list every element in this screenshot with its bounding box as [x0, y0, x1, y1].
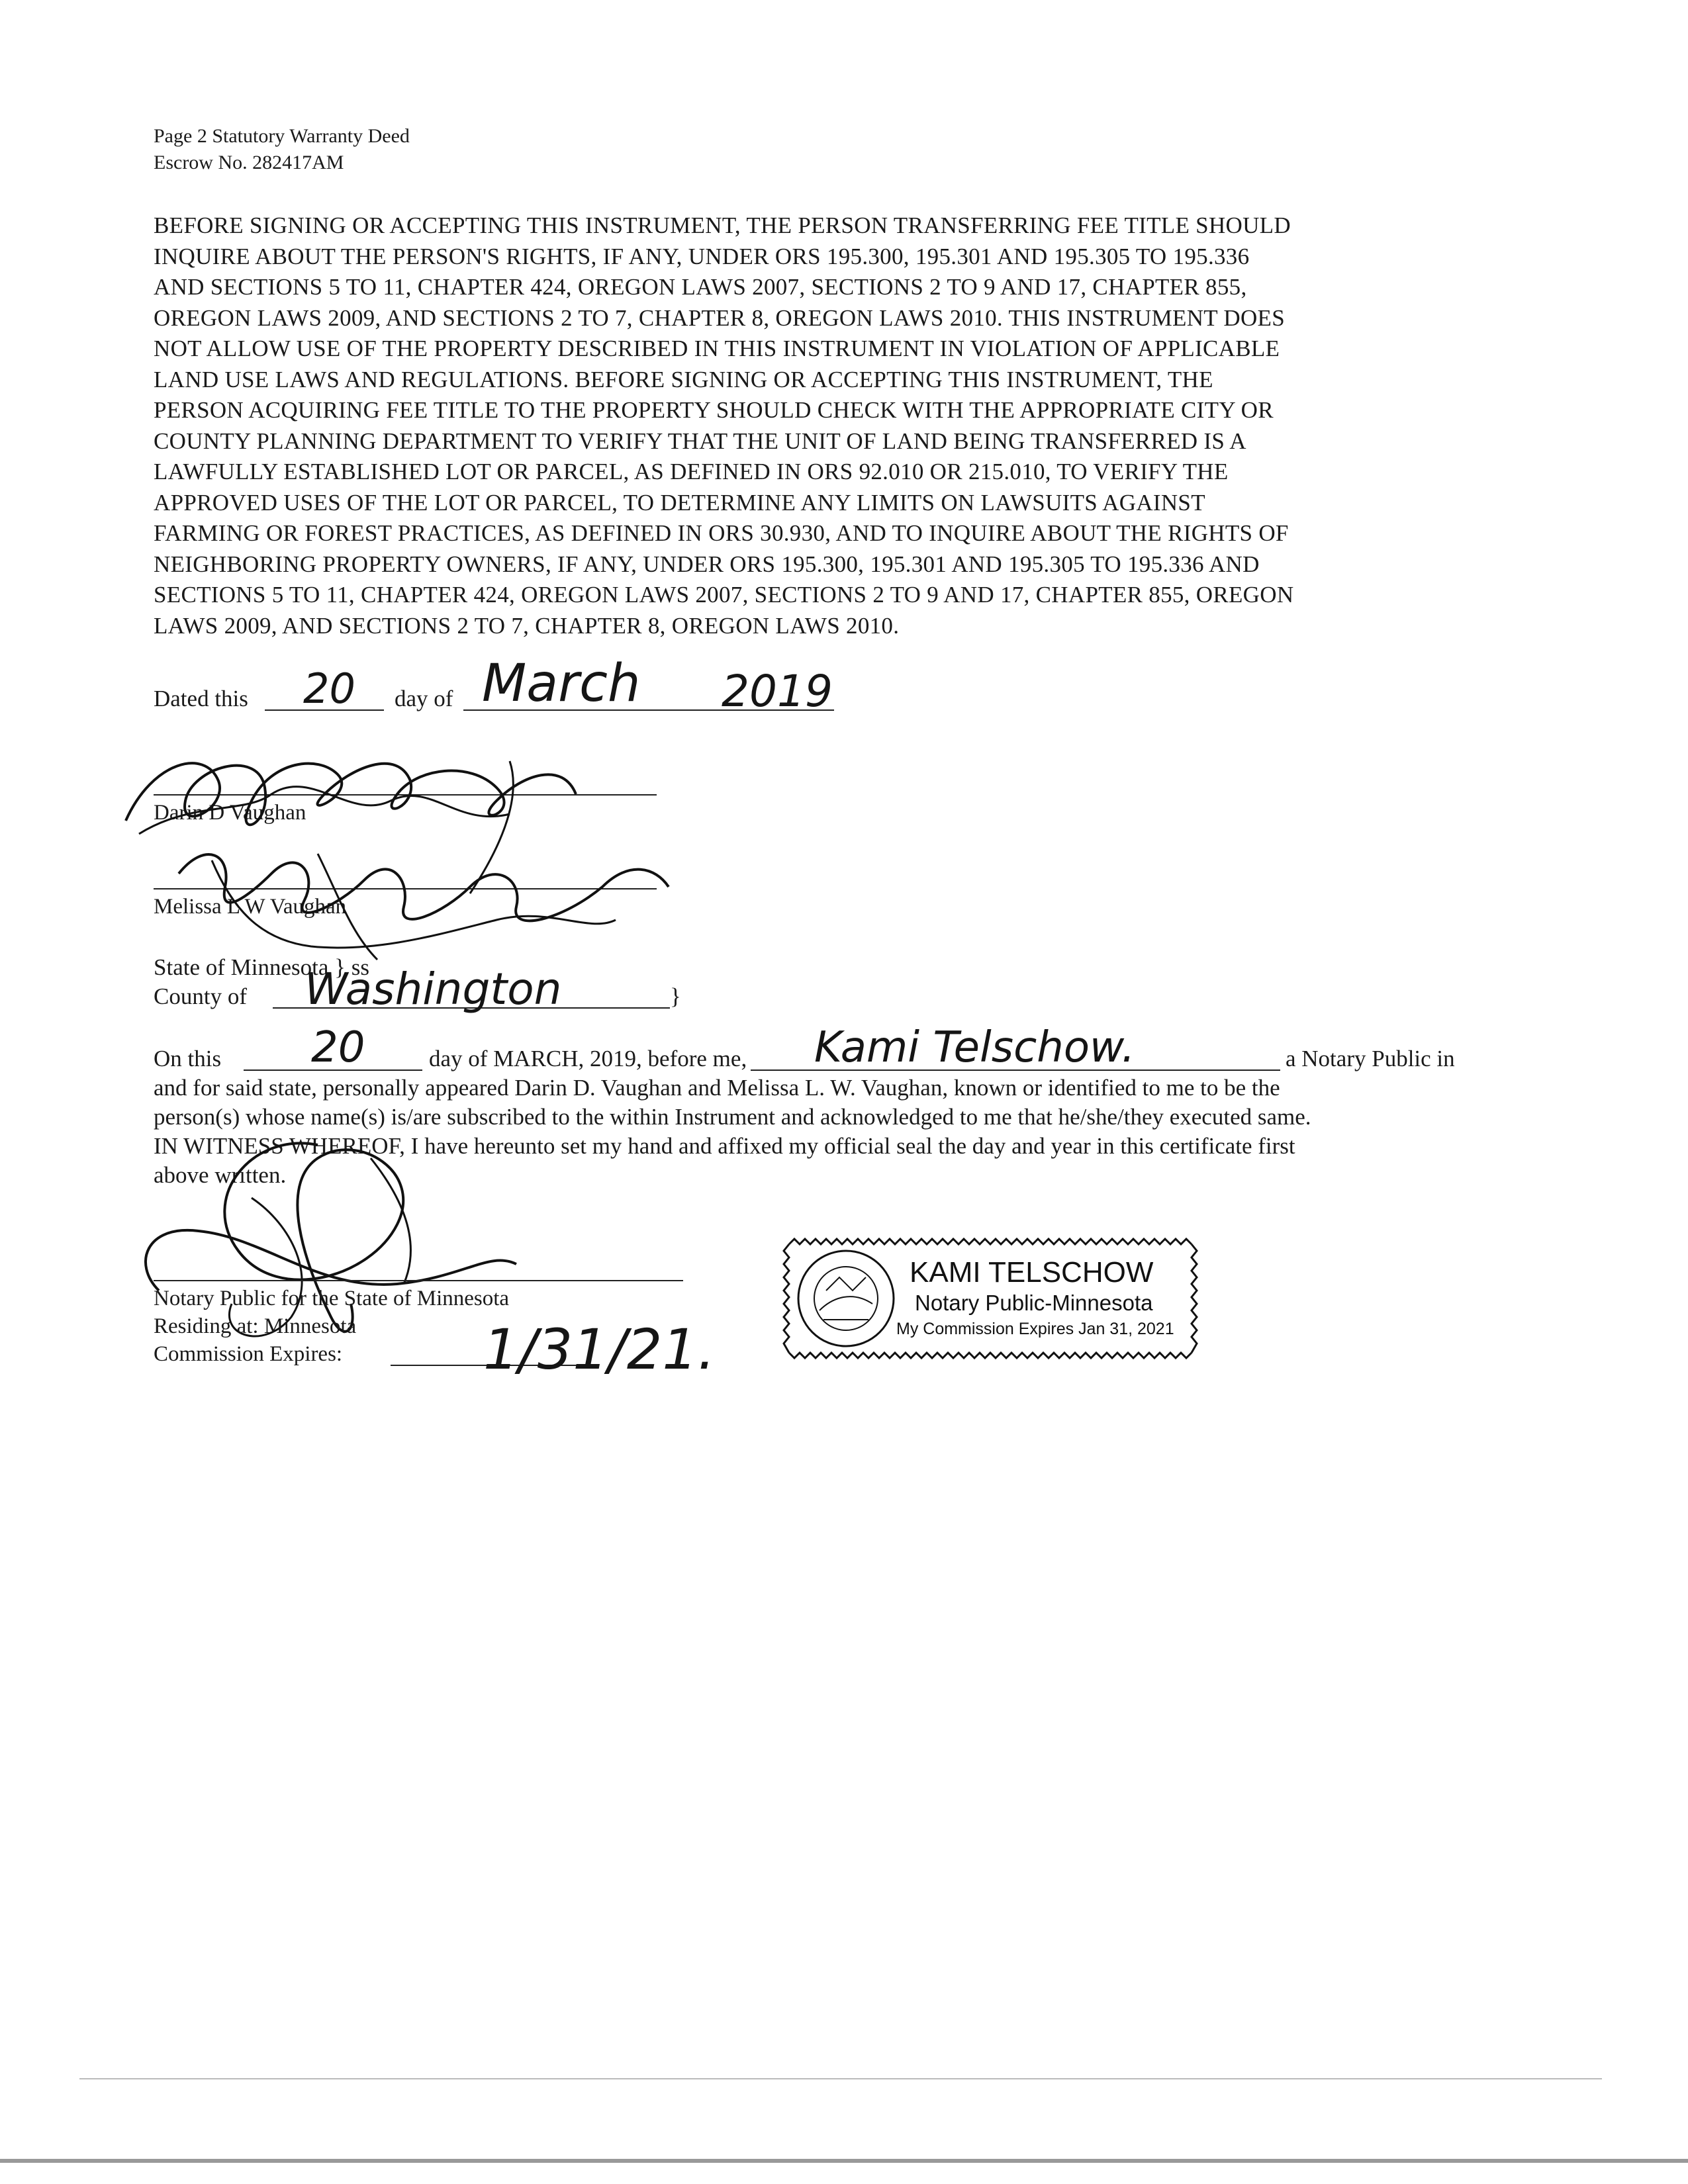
statement-line: AND SECTIONS 5 TO 11, CHAPTER 424, OREGON LAWS 2007, SECTIONS 2 TO 9 AND 17, CHAPTER 855, — [154, 274, 1247, 300]
notary-stamp — [780, 1231, 1203, 1363]
dated-year-handwritten: 2019 — [722, 666, 833, 717]
ack-notary-suffix: a Notary Public in — [1286, 1046, 1455, 1071]
venue-county-handwritten: Washington — [305, 964, 562, 1015]
ack-notary-handwritten: Kami Telschow. — [814, 1023, 1135, 1072]
document-title: Page 2 Statutory Warranty Deed — [154, 125, 410, 147]
escrow-number: Escrow No. 282417AM — [154, 152, 344, 173]
statement-line: LAWS 2009, AND SECTIONS 2 TO 7, CHAPTER 8, OREGON LAWS 2010. — [154, 612, 900, 639]
ack-line-3: person(s) whose name(s) is/are subscribed to the within Instrument and acknowledged to me that he/she/they executed same. — [154, 1104, 1311, 1130]
dated-day-of-label: day of — [395, 686, 453, 711]
statement-line: NEIGHBORING PROPERTY OWNERS, IF ANY, UNDER ORS 195.300, 195.301 AND 195.305 TO 195.336 AND — [154, 551, 1260, 577]
statement-line: FARMING OR FOREST PRACTICES, AS DEFINED IN ORS 30.930, AND TO INQUIRE ABOUT THE RIGHTS OF — [154, 520, 1289, 546]
stamp-expires: My Commission Expires Jan 31, 2021 — [896, 1320, 1174, 1338]
ack-line-5: above written. — [154, 1162, 287, 1188]
ack-date-text: day of MARCH, 2019, before me, — [429, 1046, 747, 1071]
statement-line: LAWFULLY ESTABLISHED LOT OR PARCEL, AS DEFINED IN ORS 92.010 OR 215.010, TO VERIFY THE — [154, 459, 1229, 484]
grantor-signatures — [99, 721, 695, 973]
dated-month-handwritten: March — [482, 654, 641, 713]
ack-on-this: On this — [154, 1046, 222, 1071]
statement-line: OREGON LAWS 2009, AND SECTIONS 2 TO 7, CHAPTER 8, OREGON LAWS 2010. THIS INSTRUMENT DOES — [154, 304, 1285, 331]
statement-line: BEFORE SIGNING OR ACCEPTING THIS INSTRUMENT, THE PERSON TRANSFERRING FEE TITLE SHOULD — [154, 212, 1291, 238]
venue-county-label: County of — [154, 983, 247, 1009]
notary-signature-line — [154, 1280, 683, 1281]
notary-residing: Residing at: Minnesota — [154, 1314, 357, 1338]
notary-commission-handwritten: 1/31/21. — [483, 1317, 716, 1382]
statement-line: COUNTY PLANNING DEPARTMENT TO VERIFY THAT THE UNIT OF LAND BEING TRANSFERRED IS A — [154, 428, 1246, 454]
venue-county-brace: } — [670, 983, 681, 1009]
venue-state: State of Minnesota } ss — [154, 954, 369, 980]
scan-edge-band — [0, 2159, 1688, 2163]
signer1-name: Darin D Vaughan — [154, 801, 306, 825]
stamp-name: KAMI TELSCHOW — [910, 1256, 1154, 1289]
statement-line: LAND USE LAWS AND REGULATIONS. BEFORE SIGNING OR ACCEPTING THIS INSTRUMENT, THE — [154, 366, 1213, 392]
scan-artifact-line — [79, 2078, 1602, 2079]
stamp-title: Notary Public-Minnesota — [915, 1291, 1153, 1315]
statement-line: NOT ALLOW USE OF THE PROPERTY DESCRIBED IN THIS INSTRUMENT IN VIOLATION OF APPLICABLE — [154, 336, 1280, 361]
notary-commission-label: Commission Expires: — [154, 1342, 343, 1366]
statement-line: INQUIRE ABOUT THE PERSON'S RIGHTS, IF ANY, UNDER ORS 195.300, 195.301 AND 195.305 TO 195.336 — [154, 243, 1250, 269]
dated-day-handwritten: 20 — [303, 664, 355, 713]
dated-label: Dated this — [154, 686, 248, 711]
statement-line: APPROVED USES OF THE LOT OR PARCEL, TO DETERMINE ANY LIMITS ON LAWSUITS AGAINST — [154, 489, 1205, 516]
statement-line: PERSON ACQUIRING FEE TITLE TO THE PROPERTY SHOULD CHECK WITH THE APPROPRIATE CITY OR — [154, 397, 1274, 423]
signer2-name: Melissa L W Vaughan — [154, 895, 347, 919]
statement-line: SECTIONS 5 TO 11, CHAPTER 424, OREGON LAWS 2007, SECTIONS 2 TO 9 AND 17, CHAPTER 855, OREGON — [154, 582, 1294, 608]
ack-day-handwritten: 20 — [311, 1023, 365, 1072]
notary-title: Notary Public for the State of Minnesota — [154, 1287, 510, 1310]
ack-line-4: IN WITNESS WHEREOF, I have hereunto set my hand and affixed my official seal the day and year in this certificate first — [154, 1133, 1295, 1159]
ack-line-2: and for said state, personally appeared Darin D. Vaughan and Melissa L. W. Vaughan, known or identified to me to be the — [154, 1075, 1280, 1101]
statutory-statement — [154, 210, 1293, 641]
